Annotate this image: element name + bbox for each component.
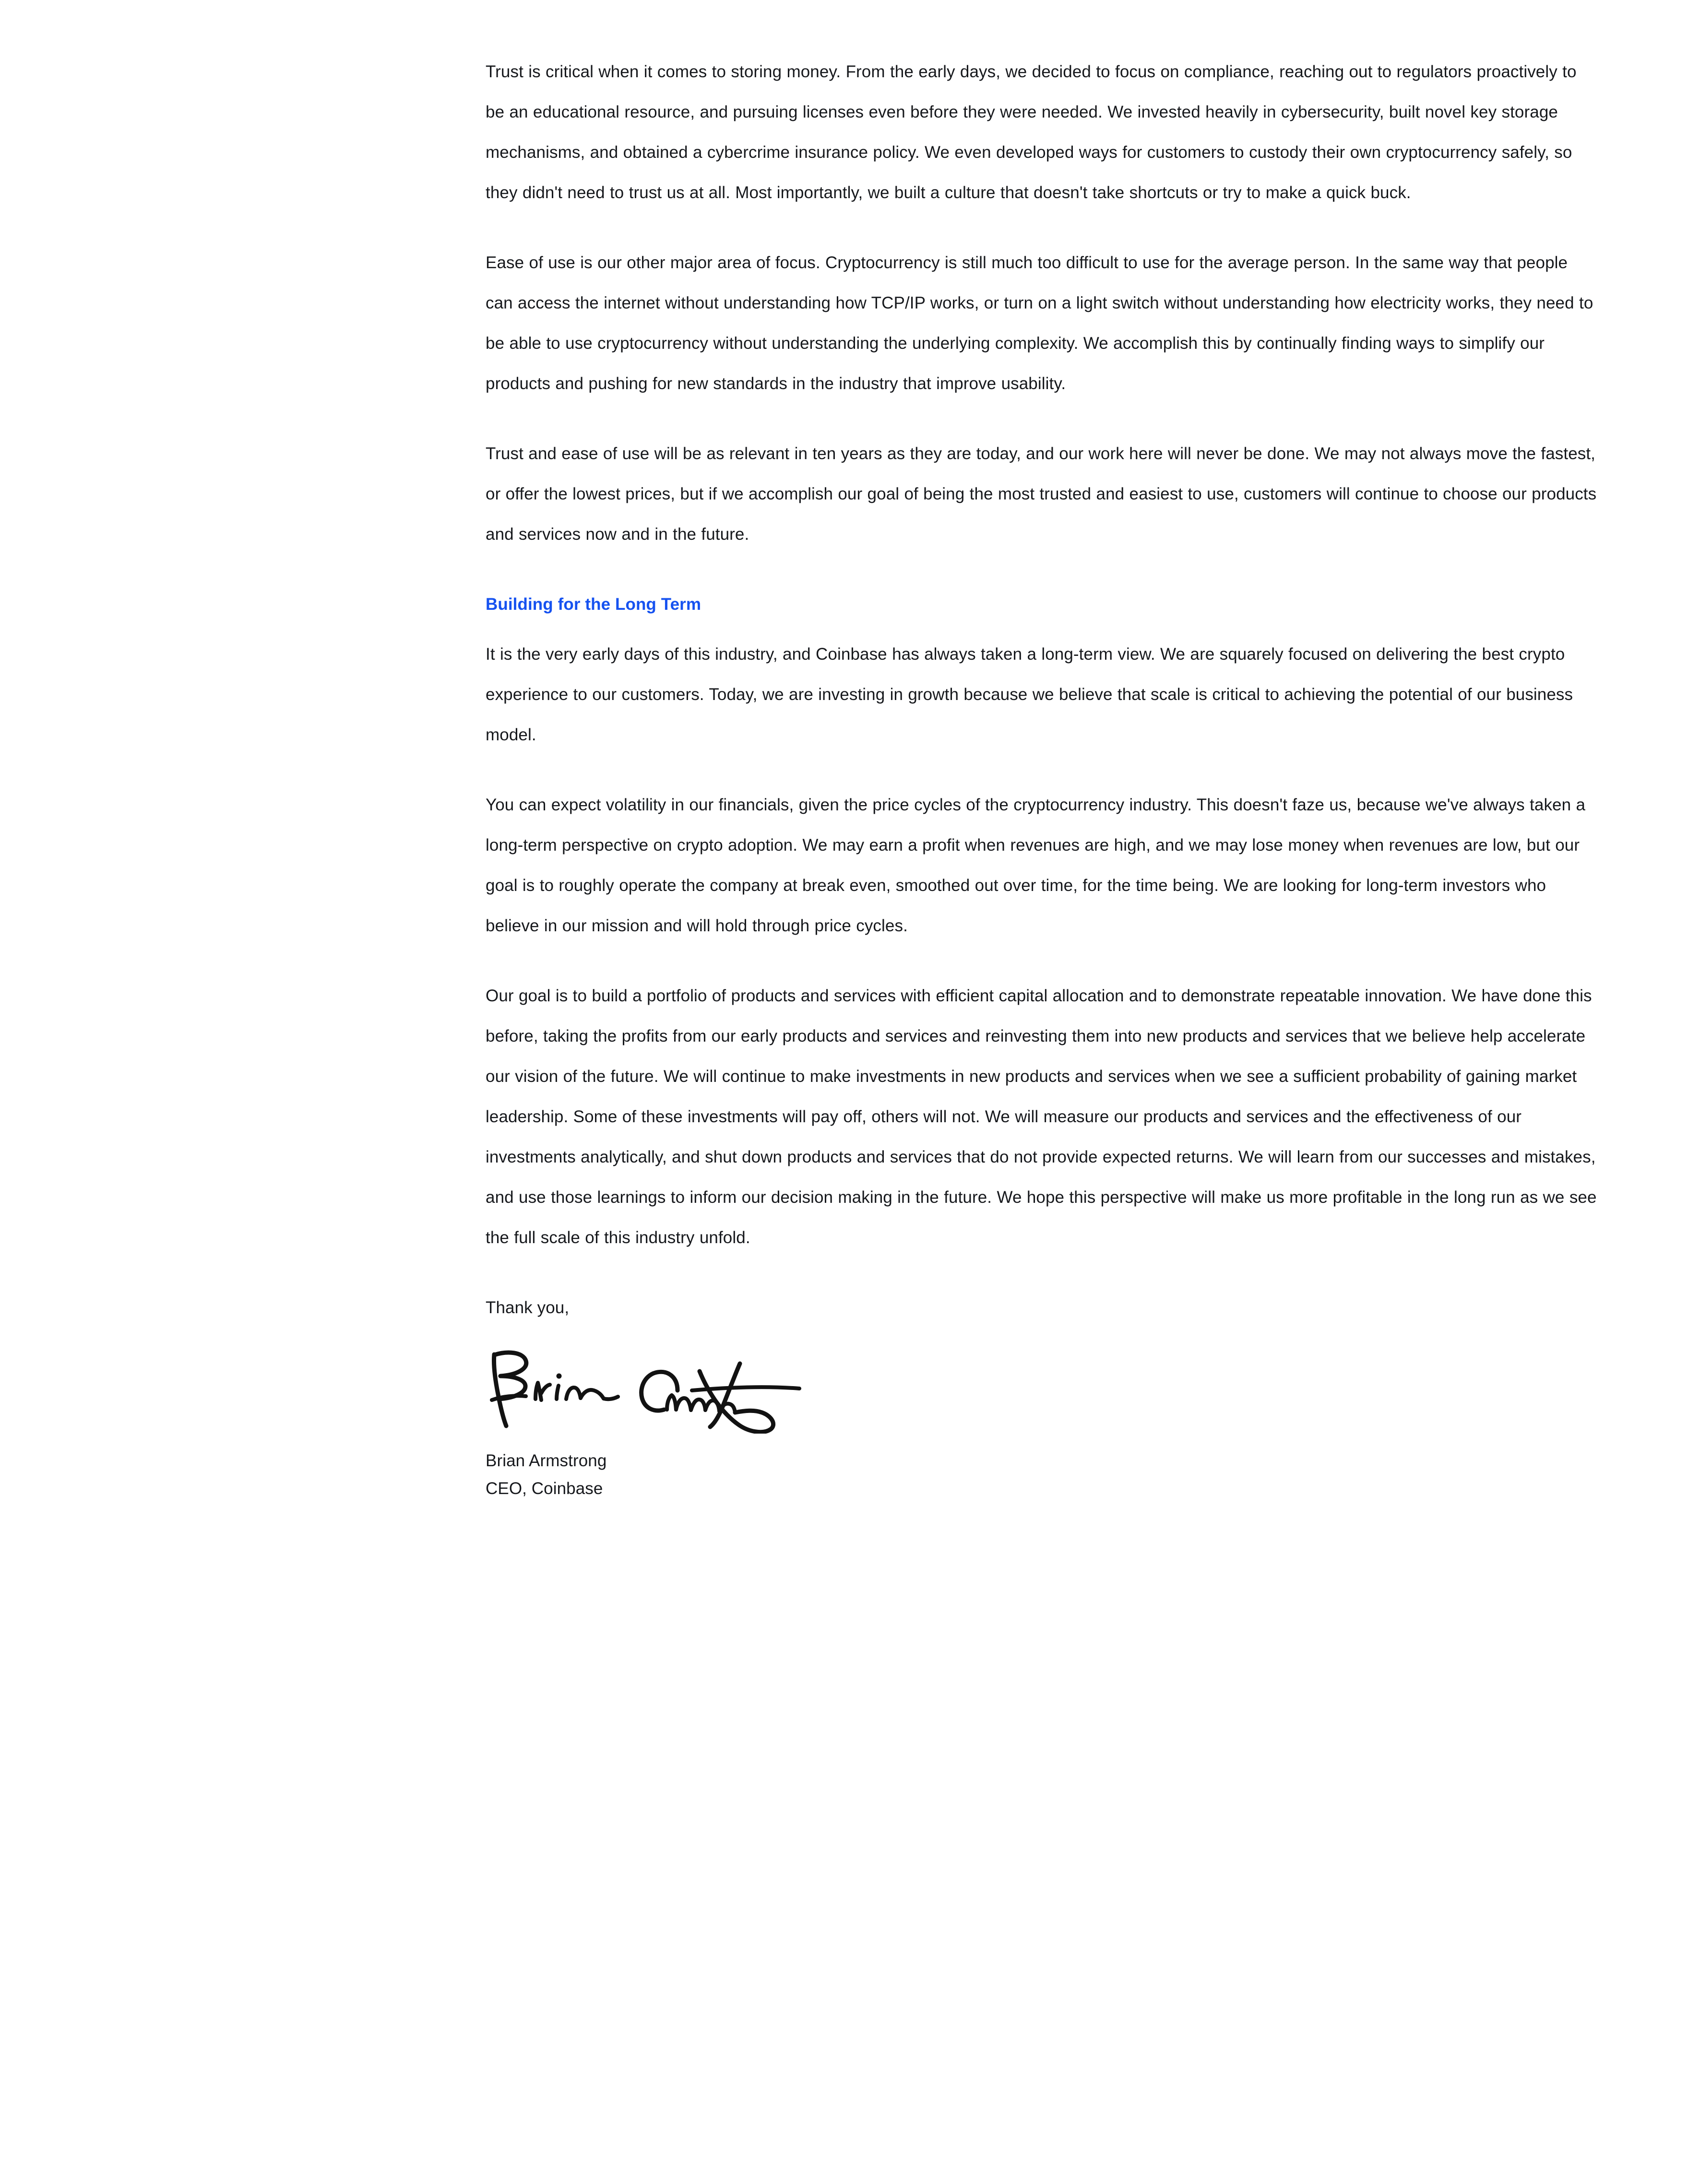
- signature-block: [486, 1447, 1599, 1503]
- signature-image: [486, 1342, 850, 1434]
- section-heading-building-for-the-long-term: Building for the Long Term: [486, 595, 701, 614]
- signatory-name: Brian Armstrong: [486, 1451, 607, 1470]
- paragraph-trust: Trust is critical when it comes to storing money. From the early days, we decided to focus on compliance, reaching out to regulators proactively to be an educational resource, and pursuing licenses even before they were needed. We invested heavily in cybersecurity, built novel key storage mechanisms, and obtained a cybercrime insurance policy. We even developed ways for customers to custody their own cryptocurrency safely, so they didn't need to trust us at all. Most importantly, we built a culture that doesn't take shortcuts or try to make a quick buck.: [486, 62, 1577, 202]
- signatory-title: CEO, Coinbase: [486, 1479, 603, 1498]
- paragraph-volatility: You can expect volatility in our financials, given the price cycles of the cryptocurrency industry. This doesn't faze us, because we've always taken a long-term perspective on crypto adoption. We may earn a profit when revenues are high, and we may lose money when revenues are low, but our goal is to roughly operate the company at break even, smoothed out over time, for the time being. We are looking for long-term investors who believe in our mission and will hold through price cycles.: [486, 795, 1586, 935]
- letter-content: [486, 52, 1599, 1503]
- closing-salutation: Thank you,: [486, 1298, 570, 1317]
- paragraph-portfolio: Our goal is to build a portfolio of products and services with efficient capital allocation and to demonstrate repeatable innovation. We have done this before, taking the profits from our early products and services and reinvesting them into new products and services that we believe help accelerate our vision of the future. We will continue to make investments in new products and services when we see a sufficient probability of gaining market leadership. Some of these investments will pay off, others will not. We will measure our products and services and the effectiveness of our investments analytically, and shut down products and services that do not provide expected returns. We will learn from our successes and mistakes, and use those learnings to inform our decision making in the future. We hope this perspective will make us more profitable in the long run as we see the full scale of this industry unfold.: [486, 986, 1597, 1247]
- paragraph-ease-of-use: Ease of use is our other major area of focus. Cryptocurrency is still much too difficult to use for the average person. In the same way that people can access the internet without understanding how TCP/IP works, or turn on a light switch without understanding how electricity works, they need to be able to use cryptocurrency without understanding the underlying complexity. We accomplish this by continually finding ways to simplify our products and pushing for new standards in the industry that improve usability.: [486, 253, 1593, 393]
- paragraph-early-days: It is the very early days of this industry, and Coinbase has always taken a long-term view. We are squarely focused on delivering the best crypto experience to our customers. Today, we are investing in growth because we believe that scale is critical to achieving the potential of our business model.: [486, 645, 1573, 744]
- paragraph-trust-and-ease: Trust and ease of use will be as relevant in ten years as they are today, and our work here will never be done. We may not always move the fastest, or offer the lowest prices, but if we accomplish our goal of being the most trusted and easiest to use, customers will continue to choose our products and services now and in the future.: [486, 444, 1597, 544]
